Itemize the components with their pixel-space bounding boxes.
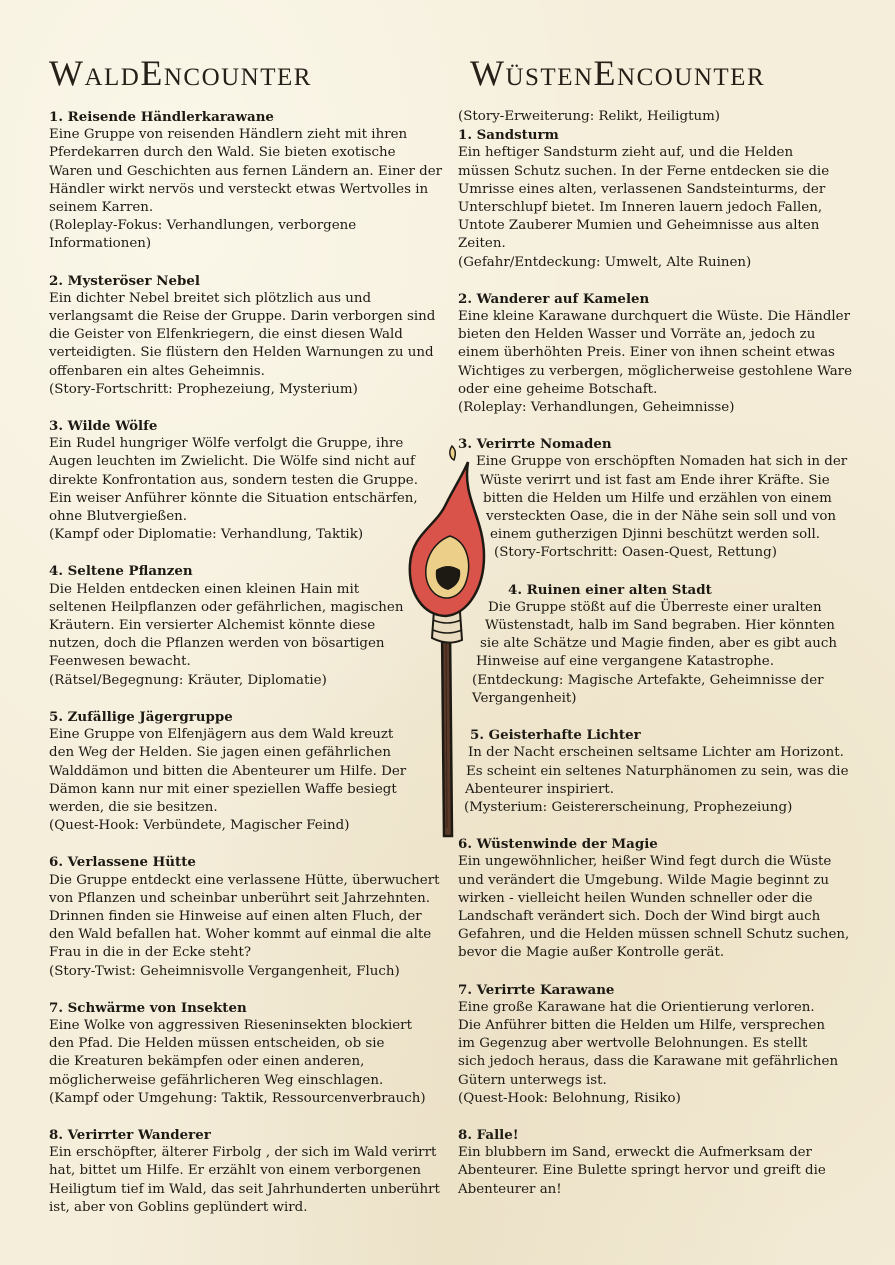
- encounter-tag: (Roleplay-Fokus: Verhandlungen, verborgene: [49, 218, 357, 234]
- encounter-description: [49, 726, 441, 835]
- description-line: Walddämon und bitten die Abenteurer um Hilfe. Der: [49, 763, 407, 779]
- encounter-title: 7. Verirrte Karawane: [458, 981, 615, 998]
- description-line: seltenen Heilpflanzen oder gefährlichen, magischen: [49, 599, 404, 615]
- encounter-description: [458, 744, 858, 817]
- description-line: Abenteurer. Eine Bulette springt hervor und greift die: [458, 1163, 826, 1179]
- description-line: bitten die Helden um Hilfe und erzählen von einem: [483, 490, 832, 506]
- encounter-tag: (Entdeckung: Magische Artefakte, Geheimnisse der: [472, 672, 824, 688]
- description-line: hat, bittet um Hilfe. Er erzählt von einem verborgenen: [49, 1163, 422, 1179]
- description-line: Wüstenstadt, halb im Sand begraben. Hier könnten: [485, 618, 835, 634]
- encounter-title: 3. Verirrte Nomaden: [458, 436, 612, 453]
- description-line: Untote Zauberer Mumien und Geheimnisse aus alten: [458, 218, 820, 234]
- description-line: Eine große Karawane hat die Orientierung verloren.: [458, 999, 815, 1015]
- encounter-entry: [49, 853, 441, 980]
- encounter-tag: (Roleplay: Verhandlungen, Geheimnisse): [458, 400, 735, 416]
- encounter-entry: [458, 835, 858, 962]
- description-line: Eine Wolke von aggressiven Rieseninsekten blockiert: [49, 1017, 412, 1033]
- encounter-title: 8. Verirrter Wanderer: [49, 1126, 211, 1143]
- description-line: ohne Blutvergießen.: [49, 509, 188, 525]
- encounter-tag: (Story-Fortschritt: Oasen-Quest, Rettung): [494, 545, 777, 561]
- description-line: Umrisse eines alten, verlassenen Sandsteinturms, der: [458, 181, 826, 197]
- encounter-tag: (Quest-Hook: Belohnung, Risiko): [458, 1090, 681, 1106]
- torch-spark: [450, 446, 455, 460]
- description-line: Die Gruppe stößt auf die Überreste einer uralten: [488, 599, 822, 615]
- description-line: Gütern unterwegs ist.: [458, 1072, 607, 1088]
- forest-encounter-column: [49, 108, 441, 1235]
- encounter-title: 6. Wüstenwinde der Magie: [458, 836, 658, 853]
- description-line: Landschaft verändert sich. Doch der Wind birgt auch: [458, 908, 821, 924]
- description-line: Händler wirkt nervös und versteckt etwas Wertvolles in: [49, 181, 429, 197]
- description-line: nutzen, doch die Pflanzen werden von bösartigen: [49, 636, 385, 652]
- description-line: Heiligtum tief im Wald, das seit Jahrhunderten unberührt: [49, 1181, 440, 1197]
- description-line: Unterschlupf bietet. Im Inneren lauern jedoch Fallen,: [458, 200, 823, 216]
- description-line: offenbaren ein altes Geheimnis.: [49, 363, 265, 379]
- description-line: Pferdekarren durch den Wald. Sie bieten exotische: [49, 145, 396, 161]
- description-line: sich jedoch heraus, dass die Karawane mit gefährlichen: [458, 1054, 839, 1070]
- encounter-description: [49, 1017, 441, 1108]
- encounter-title: 2. Wanderer auf Kamelen: [458, 290, 650, 307]
- encounter-description: [458, 1144, 858, 1199]
- description-line: Frau in die in der Ecke steht?: [49, 945, 252, 961]
- description-line: Eine Gruppe von Elfenjägern aus dem Wald kreuzt: [49, 727, 394, 743]
- description-line: wirken - vielleicht heilen Wunden schneller oder die: [458, 890, 813, 906]
- description-line: Ein ungewöhnlicher, heißer Wind fegt durch die Wüste: [458, 854, 832, 870]
- encounter-tag: (Kampf oder Umgehung: Taktik, Ressourcenverbrauch): [49, 1090, 426, 1106]
- description-line: Waren und Geschichten aus fernen Ländern an. Einer der: [49, 163, 443, 179]
- encounter-entry: [49, 417, 441, 544]
- encounter-description: [458, 999, 858, 1108]
- encounter-entry: [49, 1126, 441, 1217]
- description-line: müssen Schutz suchen. In der Ferne entdecken sie die: [458, 163, 830, 179]
- description-line: versteckten Oase, die in der Nähe sein soll und von: [486, 509, 837, 525]
- description-line: einem gutherzigen Djinni beschützt werden soll.: [490, 527, 821, 543]
- encounter-title: 1. Sandsturm: [458, 127, 559, 144]
- encounter-tag: (Gefahr/Entdeckung: Umwelt, Alte Ruinen): [458, 254, 752, 270]
- description-line: Zeiten.: [458, 236, 506, 252]
- description-line: Drinnen finden sie Hinweise auf einen alten Fluch, der: [49, 908, 422, 924]
- torch-icon: [402, 438, 492, 838]
- description-line: Eine Gruppe von erschöpften Nomaden hat sich in der: [476, 454, 848, 470]
- encounter-tag: Informationen): [49, 236, 152, 252]
- encounter-tag: (Story-Fortschritt: Prophezeiung, Mysterium): [49, 381, 358, 397]
- encounter-description: [49, 1144, 441, 1217]
- description-line: Wüste verirrt und ist fast am Ende ihrer Kräfte. Sie: [480, 472, 830, 488]
- description-line: ist, aber von Goblins geplündert wird.: [49, 1199, 308, 1215]
- description-line: Ein heftiger Sandsturm zieht auf, und die Helden: [458, 145, 794, 161]
- description-line: Dämon kann nur mit einer speziellen Waffe besiegt: [49, 781, 397, 797]
- description-line: Ein erschöpfter, älterer Firbolg , der sich im Wald verirrt: [49, 1145, 437, 1161]
- description-line: einem überhöhten Preis. Einer von ihnen scheint etwas: [458, 345, 835, 361]
- description-line: Ein blubbern im Sand, erweckt die Aufmerksam der: [458, 1145, 812, 1161]
- forest-heading: WaldEncounter: [49, 53, 312, 93]
- encounter-description: [458, 453, 858, 562]
- encounter-entry: [49, 708, 441, 835]
- encounter-entry: [458, 726, 858, 817]
- encounter-entry: [458, 581, 858, 708]
- description-line: von Pflanzen und scheinbar unberührt seit Jahrzehnten.: [49, 890, 430, 906]
- description-line: Augen leuchten im Zwielicht. Die Wölfe sind nicht auf: [49, 454, 415, 470]
- description-line: bieten den Helden Wasser und Vorräte an, jedoch zu: [458, 327, 816, 343]
- encounter-description: [458, 308, 858, 417]
- encounter-title: 5. Zufällige Jägergruppe: [49, 708, 233, 725]
- desert-heading: WüstenEncounter: [470, 53, 766, 93]
- encounter-tag: (Rätsel/Begegnung: Kräuter, Diplomatie): [49, 672, 327, 688]
- encounter-description: [49, 435, 441, 544]
- desert-intro-tag: (Story-Erweiterung: Relikt, Heiligtum): [458, 109, 721, 124]
- desert-encounter-column: [458, 108, 858, 1217]
- encounter-tag: (Story-Twist: Geheimnisvolle Vergangenheit, Fluch): [49, 963, 400, 979]
- description-line: Abenteurer an!: [458, 1181, 562, 1197]
- encounter-tag: (Quest-Hook: Verbündete, Magischer Feind): [49, 818, 350, 834]
- encounter-description: [458, 599, 858, 708]
- description-line: die Kreaturen bekämpfen oder einen anderen,: [49, 1054, 365, 1070]
- encounter-description: [49, 872, 441, 981]
- encounter-description: [458, 853, 858, 962]
- encounter-title: 3. Wilde Wölfe: [49, 418, 158, 435]
- description-line: werden, die sie besitzen.: [49, 799, 218, 815]
- encounter-title: 7. Schwärme von Insekten: [49, 999, 247, 1016]
- encounter-entry: [458, 126, 858, 272]
- encounter-tag: Vergangenheit): [472, 690, 577, 706]
- encounter-title: 6. Verlassene Hütte: [49, 854, 196, 871]
- description-line: Abenteurer inspiriert.: [465, 781, 614, 797]
- encounter-title: 1. Reisende Händlerkarawane: [49, 109, 274, 125]
- description-line: Die Anführer bitten die Helden um Hilfe, versprechen: [458, 1017, 825, 1033]
- description-line: verteidigten. Sie flüstern den Helden Warnungen zu und: [49, 345, 434, 361]
- description-line: Die Helden entdecken einen kleinen Hain mit: [49, 581, 360, 597]
- encounter-tag: (Kampf oder Diplomatie: Verhandlung, Taktik): [49, 527, 364, 543]
- description-line: Gefahren, und die Helden müssen schnell Schutz suchen,: [458, 927, 850, 943]
- description-line: den Pfad. Die Helden müssen entscheiden, ob sie: [49, 1036, 385, 1052]
- description-line: Die Gruppe entdeckt eine verlassene Hütte, überwuchert: [49, 872, 440, 888]
- description-line: Eine Gruppe von reisenden Händlern zieht mit ihren: [49, 127, 408, 143]
- description-line: Ein dichter Nebel breitet sich plötzlich aus und: [49, 290, 372, 306]
- encounter-tag: (Mysterium: Geistererscheinung, Prophezeiung): [464, 799, 793, 815]
- encounter-entry: [49, 999, 441, 1108]
- description-line: möglicherweise gefährlicheren Weg einschlagen.: [49, 1072, 384, 1088]
- description-line: Ein weiser Anführer könnte die Situation entschärfen,: [49, 490, 418, 506]
- description-line: den Weg der Helden. Sie jagen einen gefährlichen: [49, 745, 391, 761]
- description-line: oder eine geheime Botschaft.: [458, 381, 658, 397]
- encounter-entry: [49, 272, 441, 399]
- description-line: im Gegenzug aber wertvolle Belohnungen. Es stellt: [458, 1036, 808, 1052]
- encounter-entry: [49, 108, 441, 254]
- description-line: den Wald befallen hat. Woher kommt auf einmal die alte: [49, 927, 432, 943]
- description-line: Wichtiges zu verbergen, möglicherweise gestohlene Ware: [458, 363, 853, 379]
- encounter-title: 5. Geisterhafte Lichter: [470, 727, 641, 744]
- description-line: verlangsamt die Reise der Gruppe. Darin verborgen sind: [49, 309, 436, 325]
- encounter-entry: [49, 562, 441, 689]
- encounter-entry: [458, 435, 858, 562]
- description-line: die Geister von Elfenkriegern, die einst diesen Wald: [49, 327, 403, 343]
- encounter-entry: [458, 1126, 858, 1199]
- encounter-title: 2. Mysteröser Nebel: [49, 272, 200, 289]
- encounter-description: [49, 290, 441, 399]
- description-line: sie alte Schätze und Magie finden, aber es gibt auch: [480, 636, 838, 652]
- encounter-title: 8. Falle!: [458, 1126, 519, 1143]
- encounter-title: 4. Seltene Pflanzen: [49, 563, 193, 580]
- description-line: direkte Konfrontation aus, sondern testen die Gruppe.: [49, 472, 418, 488]
- description-line: Ein Rudel hungriger Wölfe verfolgt die Gruppe, ihre: [49, 436, 404, 452]
- description-line: Es scheint ein seltenes Naturphänomen zu sein, was die: [466, 763, 849, 779]
- description-line: bevor die Magie außer Kontrolle gerät.: [458, 945, 725, 961]
- description-line: In der Nacht erscheinen seltsame Lichter am Horizont.: [468, 745, 844, 761]
- encounter-description: [458, 144, 858, 271]
- encounter-entry: [458, 981, 858, 1108]
- description-line: seinem Karren.: [49, 200, 154, 216]
- description-line: Kräutern. Ein versierter Alchemist könnte diese: [49, 618, 376, 634]
- encounter-entry: [458, 290, 858, 417]
- description-line: Feenwesen bewacht.: [49, 654, 191, 670]
- description-line: Eine kleine Karawane durchquert die Wüste. Die Händler: [458, 309, 851, 325]
- encounter-description: [49, 581, 441, 690]
- encounter-description: [49, 126, 441, 253]
- description-line: und verändert die Umgebung. Wilde Magie beginnt zu: [458, 872, 830, 888]
- description-line: Hinweise auf eine vergangene Katastrophe.: [476, 654, 774, 670]
- encounter-title: 4. Ruinen einer alten Stadt: [508, 581, 712, 598]
